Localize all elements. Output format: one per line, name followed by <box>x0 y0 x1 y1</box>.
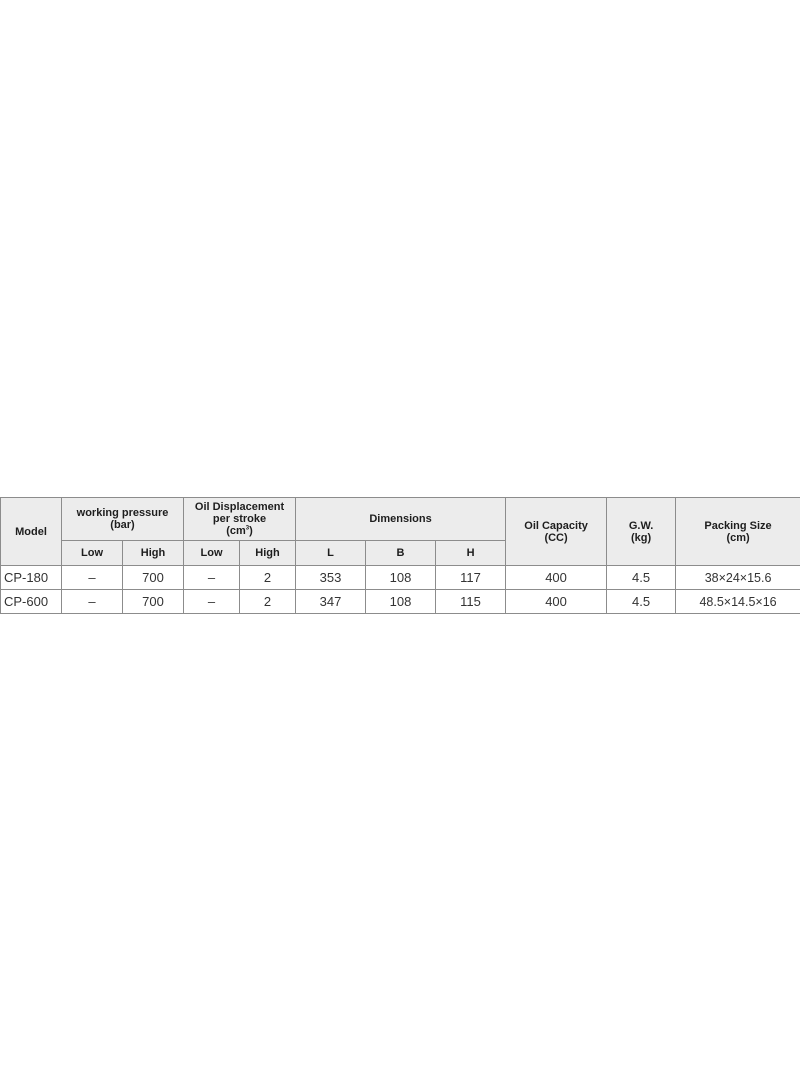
spec-table <box>0 497 800 614</box>
header-oil-displacement <box>184 498 296 541</box>
cell-wp-high: 700 <box>123 566 184 590</box>
unit-suffix: ) <box>249 525 253 537</box>
cell-wp-low: – <box>62 566 123 590</box>
header-working-pressure <box>62 498 184 541</box>
header-wp-high: High <box>123 541 184 566</box>
header-row-main <box>1 498 800 541</box>
cell-dim-b: 108 <box>366 566 436 590</box>
header-gross-weight <box>607 498 676 566</box>
cell-oil-capacity: 400 <box>506 566 607 590</box>
header-dim-h: H <box>436 541 506 566</box>
cell-dim-b: 108 <box>366 590 436 614</box>
cell-dim-l: 347 <box>296 590 366 614</box>
header-dimensions: Dimensions <box>296 498 506 541</box>
header-packing-size-unit: (cm) <box>726 531 750 544</box>
cell-od-low: – <box>184 566 240 590</box>
header-gross-weight-title: G.W. <box>628 519 654 532</box>
cell-od-high: 2 <box>240 566 296 590</box>
table-body <box>1 566 800 614</box>
cell-od-high: 2 <box>240 590 296 614</box>
cell-model: CP-600 <box>1 590 62 614</box>
header-oil-displacement-title: Oil Displacement <box>194 501 285 513</box>
cell-packing-size: 48.5×14.5×16 <box>676 590 800 614</box>
cell-oil-capacity: 400 <box>506 590 607 614</box>
header-oil-capacity-title: Oil Capacity <box>524 519 588 532</box>
header-packing-size <box>676 498 800 566</box>
cell-gross-weight: 4.5 <box>607 590 676 614</box>
cell-dim-h: 117 <box>436 566 506 590</box>
cell-od-low: – <box>184 590 240 614</box>
cell-dim-h: 115 <box>436 590 506 614</box>
cell-packing-size: 38×24×15.6 <box>676 566 800 590</box>
header-oil-displacement-unit <box>184 525 295 537</box>
cell-gross-weight: 4.5 <box>607 566 676 590</box>
header-oil-capacity <box>506 498 607 566</box>
header-oil-capacity-unit: (CC) <box>544 531 568 544</box>
header-od-low: Low <box>184 541 240 566</box>
cell-wp-low: – <box>62 590 123 614</box>
header-working-pressure-unit: (bar) <box>110 519 135 531</box>
table-row <box>1 566 800 590</box>
header-gross-weight-unit: (kg) <box>630 531 652 544</box>
header-wp-low: Low <box>62 541 123 566</box>
header-dim-b: B <box>366 541 436 566</box>
header-oil-displacement-subtitle: per stroke <box>212 513 267 525</box>
cell-dim-l: 353 <box>296 566 366 590</box>
header-dim-l: L <box>296 541 366 566</box>
header-od-high: High <box>240 541 296 566</box>
table-row <box>1 590 800 614</box>
cell-model: CP-180 <box>1 566 62 590</box>
table-header <box>1 498 800 566</box>
cell-wp-high: 700 <box>123 590 184 614</box>
header-working-pressure-title: working pressure <box>76 507 169 519</box>
unit-prefix: (cm <box>226 525 246 537</box>
unit-superscript: 3 <box>245 525 250 532</box>
header-packing-size-title: Packing Size <box>704 519 772 532</box>
header-model: Model <box>1 498 62 566</box>
